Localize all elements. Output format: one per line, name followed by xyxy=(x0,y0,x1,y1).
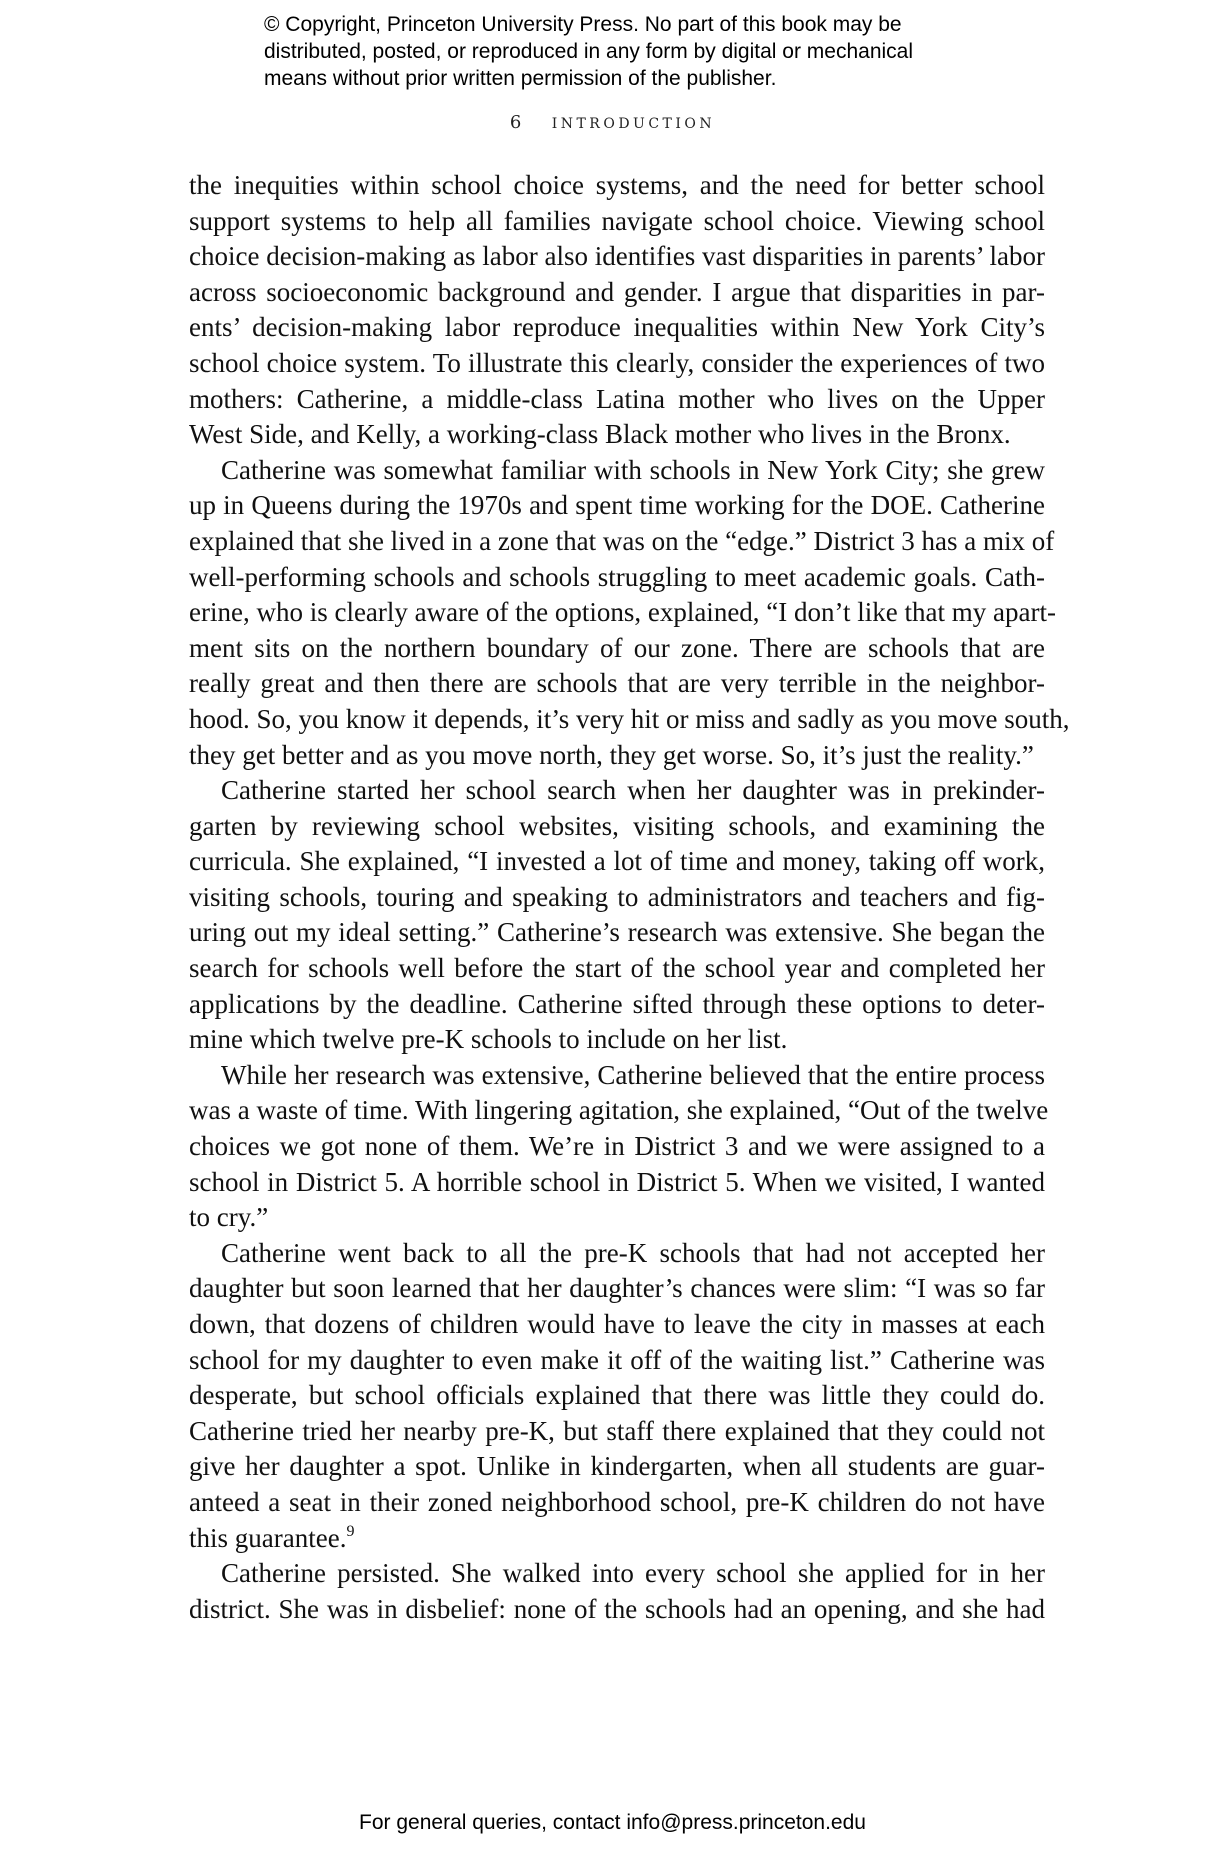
text-line: to cry.” xyxy=(189,1202,269,1233)
text-line: Catherine tried her nearby pre-K, but staff there explained that they could not xyxy=(189,1415,1045,1446)
text-line: explained that she lived in a zone that was on the “edge.” District 3 has a mix of xyxy=(189,525,1055,556)
text-line: Catherine was somewhat familiar with schools in New York City; she grew xyxy=(221,454,1045,485)
text-line: anteed a seat in their zoned neighborhood school, pre-K children do not have xyxy=(189,1486,1045,1517)
text-line: district. She was in disbelief: none of the schools had an opening, and she had xyxy=(189,1593,1045,1624)
text-line: up in Queens during the 1970s and spent time working for the DOE. Catherine xyxy=(189,490,1045,521)
paragraph xyxy=(189,168,1045,453)
text-line: desperate, but school officials explained that there was little they could do. xyxy=(189,1380,1045,1411)
text-line: ment sits on the northern boundary of our zone. There are schools that are xyxy=(189,632,1045,663)
text-line: Catherine persisted. She walked into every school she applied for in her xyxy=(221,1558,1045,1589)
running-head xyxy=(0,112,1225,133)
footnote-marker[interactable]: 9 xyxy=(346,1522,355,1540)
paragraph xyxy=(189,1058,1049,1236)
text-line: garten by reviewing school websites, visiting schools, and examining the xyxy=(189,810,1045,841)
paragraph xyxy=(189,1236,1045,1556)
contact-footer: For general queries, contact info@press.princeton.edu xyxy=(359,1811,866,1834)
paragraph xyxy=(189,1556,1045,1627)
chapter-title: INTRODUCTION xyxy=(551,116,716,132)
copyright-line: distributed, posted, or reproduced in any form by digital or mechanical xyxy=(264,40,914,63)
text-line: choices we got none of them. We’re in District 3 and we were assigned to a xyxy=(189,1131,1045,1162)
text-line: this guarantee.$^9$ xyxy=(189,1522,355,1553)
paragraph xyxy=(189,453,1070,773)
copyright-line: means without prior written permission of the publisher. xyxy=(264,67,777,90)
copyright-line: © Copyright, Princeton University Press. No part of this book may be xyxy=(264,13,902,36)
text-line: hood. So, you know it depends, it’s very hit or miss and sadly as you move south, xyxy=(189,703,1070,734)
text-line: West Side, and Kelly, a working-class Black mother who lives in the Bronx. xyxy=(189,419,1011,450)
text-line: school for my daughter to even make it off of the waiting list.” Catherine was xyxy=(189,1344,1045,1375)
text-line: support systems to help all families navigate school choice. Viewing school xyxy=(189,205,1045,236)
text-line: applications by the deadline. Catherine sifted through these options to deter- xyxy=(189,988,1045,1019)
text-line: across socioeconomic background and gender. I argue that disparities in par- xyxy=(189,276,1045,307)
text-line: give her daughter a spot. Unlike in kindergarten, when all students are guar- xyxy=(189,1451,1045,1482)
text-line: school in District 5. A horrible school in District 5. When we visited, I wanted xyxy=(189,1166,1045,1197)
text-line: choice decision-making as labor also identifies vast disparities in parents’ labor xyxy=(189,241,1045,272)
text-line: search for schools well before the start of the school year and completed her xyxy=(189,953,1045,984)
text-line: uring out my ideal setting.” Catherine’s research was extensive. She began the xyxy=(189,917,1045,948)
text-line: well-performing schools and schools struggling to meet academic goals. Cath- xyxy=(189,561,1045,592)
text-line: Catherine started her school search when her daughter was in prekinder- xyxy=(221,775,1045,806)
text-line: visiting schools, touring and speaking to administrators and teachers and fig- xyxy=(189,881,1045,912)
copyright-notice xyxy=(264,11,964,92)
text-line: ents’ decision-making labor reproduce inequalities within New York City’s xyxy=(189,312,1045,343)
text-line: was a waste of time. With lingering agitation, she explained, “Out of the twelve xyxy=(189,1095,1049,1126)
text-line: down, that dozens of children would have to leave the city in masses at each xyxy=(189,1309,1045,1339)
text-line: curricula. She explained, “I invested a lot of time and money, taking off work, xyxy=(189,846,1045,877)
text-line: erine, who is clearly aware of the options, explained, “I don’t like that my apart- xyxy=(189,597,1056,628)
text-line: they get better and as you move north, they get worse. So, it’s just the reality.” xyxy=(189,739,1034,770)
text-line: mothers: Catherine, a middle-class Latina mother who lives on the Upper xyxy=(189,383,1045,414)
text-line: school choice system. To illustrate this clearly, consider the experiences of two xyxy=(189,347,1045,378)
text-line: Catherine went back to all the pre-K schools that had not accepted her xyxy=(221,1237,1045,1268)
page-number: 6 xyxy=(509,112,522,133)
body-text xyxy=(189,168,1070,1627)
text-line: the inequities within school choice systems, and the need for better school xyxy=(189,170,1045,200)
text-line: mine which twelve pre-K schools to include on her list. xyxy=(189,1024,788,1055)
paragraph xyxy=(189,773,1045,1058)
text-line: daughter but soon learned that her daughter’s chances were slim: “I was so far xyxy=(189,1273,1045,1304)
text-line: really great and then there are schools that are very terrible in the neighbor- xyxy=(189,668,1045,699)
text-line: While her research was extensive, Catherine believed that the entire process xyxy=(221,1059,1045,1090)
